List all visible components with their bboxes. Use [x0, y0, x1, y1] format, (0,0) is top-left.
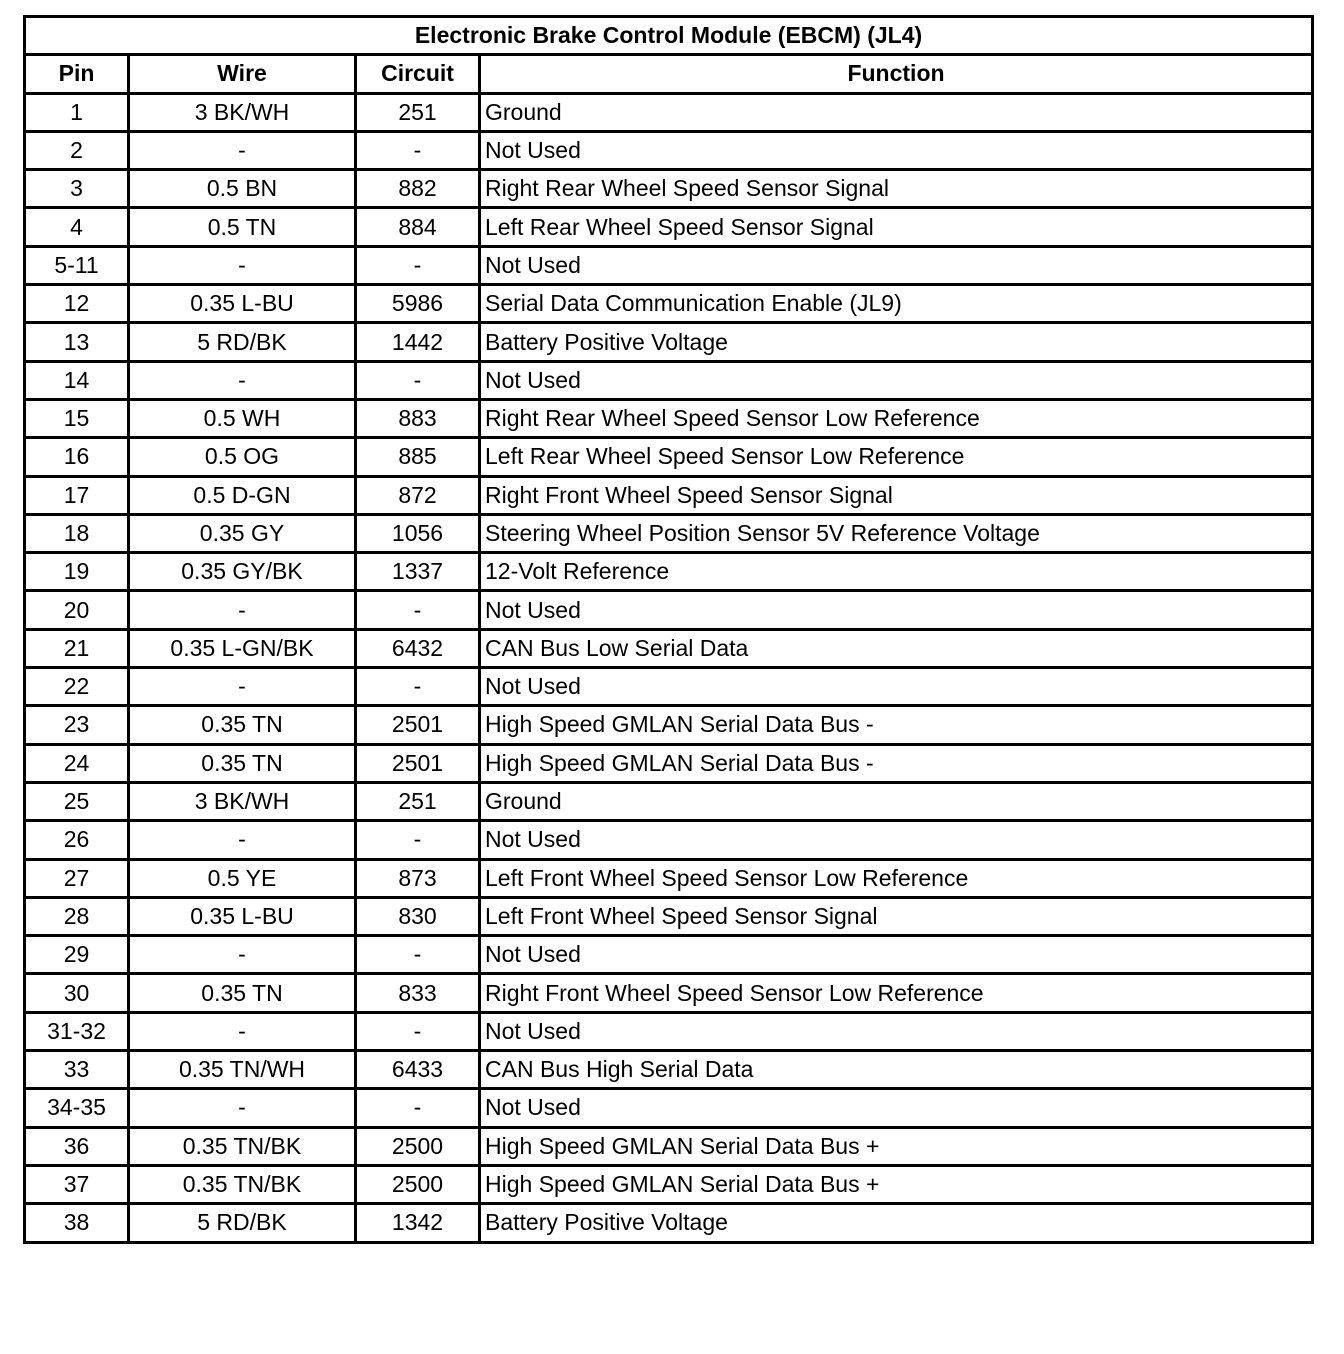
wire-cell: 0.35 L-BU	[129, 897, 356, 935]
wire-cell: 0.35 TN/BK	[129, 1165, 356, 1203]
function-cell: Left Front Wheel Speed Sensor Low Reference	[480, 859, 1313, 897]
function-cell: Not Used	[480, 361, 1313, 399]
function-cell: Serial Data Communication Enable (JL9)	[480, 285, 1313, 323]
circuit-cell: -	[356, 936, 480, 974]
pin-cell: 28	[25, 897, 129, 935]
pin-cell: 2	[25, 131, 129, 169]
circuit-cell: 251	[356, 782, 480, 820]
circuit-cell: 873	[356, 859, 480, 897]
table-row	[25, 629, 1313, 667]
function-cell: Not Used	[480, 668, 1313, 706]
pin-cell: 4	[25, 208, 129, 246]
circuit-cell: -	[356, 131, 480, 169]
wire-cell: -	[129, 668, 356, 706]
header-row	[25, 55, 1313, 93]
table-row	[25, 399, 1313, 437]
pin-cell: 26	[25, 821, 129, 859]
pin-cell: 1	[25, 93, 129, 131]
pin-cell: 37	[25, 1165, 129, 1203]
pin-cell: 29	[25, 936, 129, 974]
table-row	[25, 246, 1313, 284]
pin-cell: 14	[25, 361, 129, 399]
pin-cell: 19	[25, 553, 129, 591]
circuit-cell: 2500	[356, 1165, 480, 1203]
table-row	[25, 668, 1313, 706]
circuit-cell: 6432	[356, 629, 480, 667]
table-row	[25, 361, 1313, 399]
table-row	[25, 1012, 1313, 1050]
table-body	[25, 93, 1313, 1242]
circuit-cell: -	[356, 361, 480, 399]
function-cell: Left Rear Wheel Speed Sensor Low Reference	[480, 438, 1313, 476]
circuit-cell: 833	[356, 974, 480, 1012]
pin-cell: 15	[25, 399, 129, 437]
wire-cell: 0.5 TN	[129, 208, 356, 246]
function-cell: High Speed GMLAN Serial Data Bus -	[480, 744, 1313, 782]
function-cell: CAN Bus Low Serial Data	[480, 629, 1313, 667]
circuit-cell: -	[356, 591, 480, 629]
function-cell: High Speed GMLAN Serial Data Bus -	[480, 706, 1313, 744]
function-cell: Battery Positive Voltage	[480, 323, 1313, 361]
wire-cell: -	[129, 936, 356, 974]
wire-cell: -	[129, 1089, 356, 1127]
table-row	[25, 706, 1313, 744]
pin-cell: 36	[25, 1127, 129, 1165]
circuit-cell: 885	[356, 438, 480, 476]
pin-cell: 24	[25, 744, 129, 782]
wire-cell: -	[129, 361, 356, 399]
table-row	[25, 1089, 1313, 1127]
wire-cell: 0.5 D-GN	[129, 476, 356, 514]
circuit-cell: 1442	[356, 323, 480, 361]
header-wire: Wire	[129, 55, 356, 93]
table-row	[25, 821, 1313, 859]
pin-cell: 30	[25, 974, 129, 1012]
function-cell: Not Used	[480, 936, 1313, 974]
function-cell: CAN Bus High Serial Data	[480, 1051, 1313, 1089]
header-circuit: Circuit	[356, 55, 480, 93]
pin-cell: 38	[25, 1204, 129, 1242]
pin-cell: 17	[25, 476, 129, 514]
table-row	[25, 859, 1313, 897]
circuit-cell: 251	[356, 93, 480, 131]
function-cell: Not Used	[480, 131, 1313, 169]
wire-cell: 0.5 WH	[129, 399, 356, 437]
pin-cell: 23	[25, 706, 129, 744]
function-cell: Ground	[480, 782, 1313, 820]
wire-cell: 5 RD/BK	[129, 323, 356, 361]
pin-cell: 13	[25, 323, 129, 361]
title-row	[25, 17, 1313, 55]
circuit-cell: 883	[356, 399, 480, 437]
circuit-cell: 5986	[356, 285, 480, 323]
table-row	[25, 1051, 1313, 1089]
wire-cell: -	[129, 821, 356, 859]
table-row	[25, 974, 1313, 1012]
pin-cell: 21	[25, 629, 129, 667]
pin-cell: 31-32	[25, 1012, 129, 1050]
function-cell: High Speed GMLAN Serial Data Bus +	[480, 1165, 1313, 1203]
circuit-cell: -	[356, 821, 480, 859]
function-cell: Right Front Wheel Speed Sensor Signal	[480, 476, 1313, 514]
pin-cell: 12	[25, 285, 129, 323]
circuit-cell: -	[356, 1089, 480, 1127]
wire-cell: 0.35 TN/WH	[129, 1051, 356, 1089]
function-cell: Not Used	[480, 1012, 1313, 1050]
ebcm-pinout-table	[23, 15, 1314, 1244]
wire-cell: 0.35 GY/BK	[129, 553, 356, 591]
table-row	[25, 553, 1313, 591]
wire-cell: -	[129, 131, 356, 169]
function-cell: Ground	[480, 93, 1313, 131]
circuit-cell: 1342	[356, 1204, 480, 1242]
pin-cell: 34-35	[25, 1089, 129, 1127]
circuit-cell: 872	[356, 476, 480, 514]
wire-cell: -	[129, 591, 356, 629]
circuit-cell: 884	[356, 208, 480, 246]
function-cell: High Speed GMLAN Serial Data Bus +	[480, 1127, 1313, 1165]
wire-cell: -	[129, 246, 356, 284]
table-row	[25, 514, 1313, 552]
circuit-cell: 2500	[356, 1127, 480, 1165]
table-row	[25, 131, 1313, 169]
circuit-cell: -	[356, 246, 480, 284]
table-row	[25, 323, 1313, 361]
wire-cell: 5 RD/BK	[129, 1204, 356, 1242]
table-row	[25, 208, 1313, 246]
table-row	[25, 476, 1313, 514]
pin-cell: 3	[25, 170, 129, 208]
wire-cell: 0.5 YE	[129, 859, 356, 897]
table-row	[25, 285, 1313, 323]
table-row	[25, 1127, 1313, 1165]
table-row	[25, 591, 1313, 629]
function-cell: Not Used	[480, 821, 1313, 859]
table-row	[25, 936, 1313, 974]
wire-cell: -	[129, 1012, 356, 1050]
header-pin: Pin	[25, 55, 129, 93]
pin-cell: 16	[25, 438, 129, 476]
wire-cell: 0.5 BN	[129, 170, 356, 208]
table-row	[25, 438, 1313, 476]
wire-cell: 0.35 L-GN/BK	[129, 629, 356, 667]
circuit-cell: 882	[356, 170, 480, 208]
table-row	[25, 897, 1313, 935]
pin-cell: 22	[25, 668, 129, 706]
function-cell: Not Used	[480, 1089, 1313, 1127]
wire-cell: 0.35 GY	[129, 514, 356, 552]
function-cell: Right Front Wheel Speed Sensor Low Reference	[480, 974, 1313, 1012]
wire-cell: 3 BK/WH	[129, 93, 356, 131]
circuit-cell: 2501	[356, 706, 480, 744]
function-cell: Not Used	[480, 591, 1313, 629]
wire-cell: 0.35 TN	[129, 744, 356, 782]
function-cell: Left Rear Wheel Speed Sensor Signal	[480, 208, 1313, 246]
function-cell: Right Rear Wheel Speed Sensor Signal	[480, 170, 1313, 208]
table-row	[25, 170, 1313, 208]
pin-cell: 27	[25, 859, 129, 897]
table-row	[25, 782, 1313, 820]
circuit-cell: 1337	[356, 553, 480, 591]
function-cell: Battery Positive Voltage	[480, 1204, 1313, 1242]
wire-cell: 3 BK/WH	[129, 782, 356, 820]
function-cell: Not Used	[480, 246, 1313, 284]
wire-cell: 0.35 TN	[129, 706, 356, 744]
pin-cell: 5-11	[25, 246, 129, 284]
pin-cell: 20	[25, 591, 129, 629]
wire-cell: 0.5 OG	[129, 438, 356, 476]
function-cell: 12-Volt Reference	[480, 553, 1313, 591]
pin-cell: 25	[25, 782, 129, 820]
table-row	[25, 1165, 1313, 1203]
wire-cell: 0.35 TN/BK	[129, 1127, 356, 1165]
circuit-cell: -	[356, 1012, 480, 1050]
function-cell: Left Front Wheel Speed Sensor Signal	[480, 897, 1313, 935]
circuit-cell: 830	[356, 897, 480, 935]
circuit-cell: 1056	[356, 514, 480, 552]
pin-cell: 18	[25, 514, 129, 552]
table-title: Electronic Brake Control Module (EBCM) (JL4)	[25, 17, 1313, 55]
table-row	[25, 1204, 1313, 1242]
pin-cell: 33	[25, 1051, 129, 1089]
wire-cell: 0.35 L-BU	[129, 285, 356, 323]
function-cell: Right Rear Wheel Speed Sensor Low Reference	[480, 399, 1313, 437]
circuit-cell: -	[356, 668, 480, 706]
wire-cell: 0.35 TN	[129, 974, 356, 1012]
table-row	[25, 744, 1313, 782]
circuit-cell: 6433	[356, 1051, 480, 1089]
header-function: Function	[480, 55, 1313, 93]
table-row	[25, 93, 1313, 131]
circuit-cell: 2501	[356, 744, 480, 782]
function-cell: Steering Wheel Position Sensor 5V Reference Voltage	[480, 514, 1313, 552]
